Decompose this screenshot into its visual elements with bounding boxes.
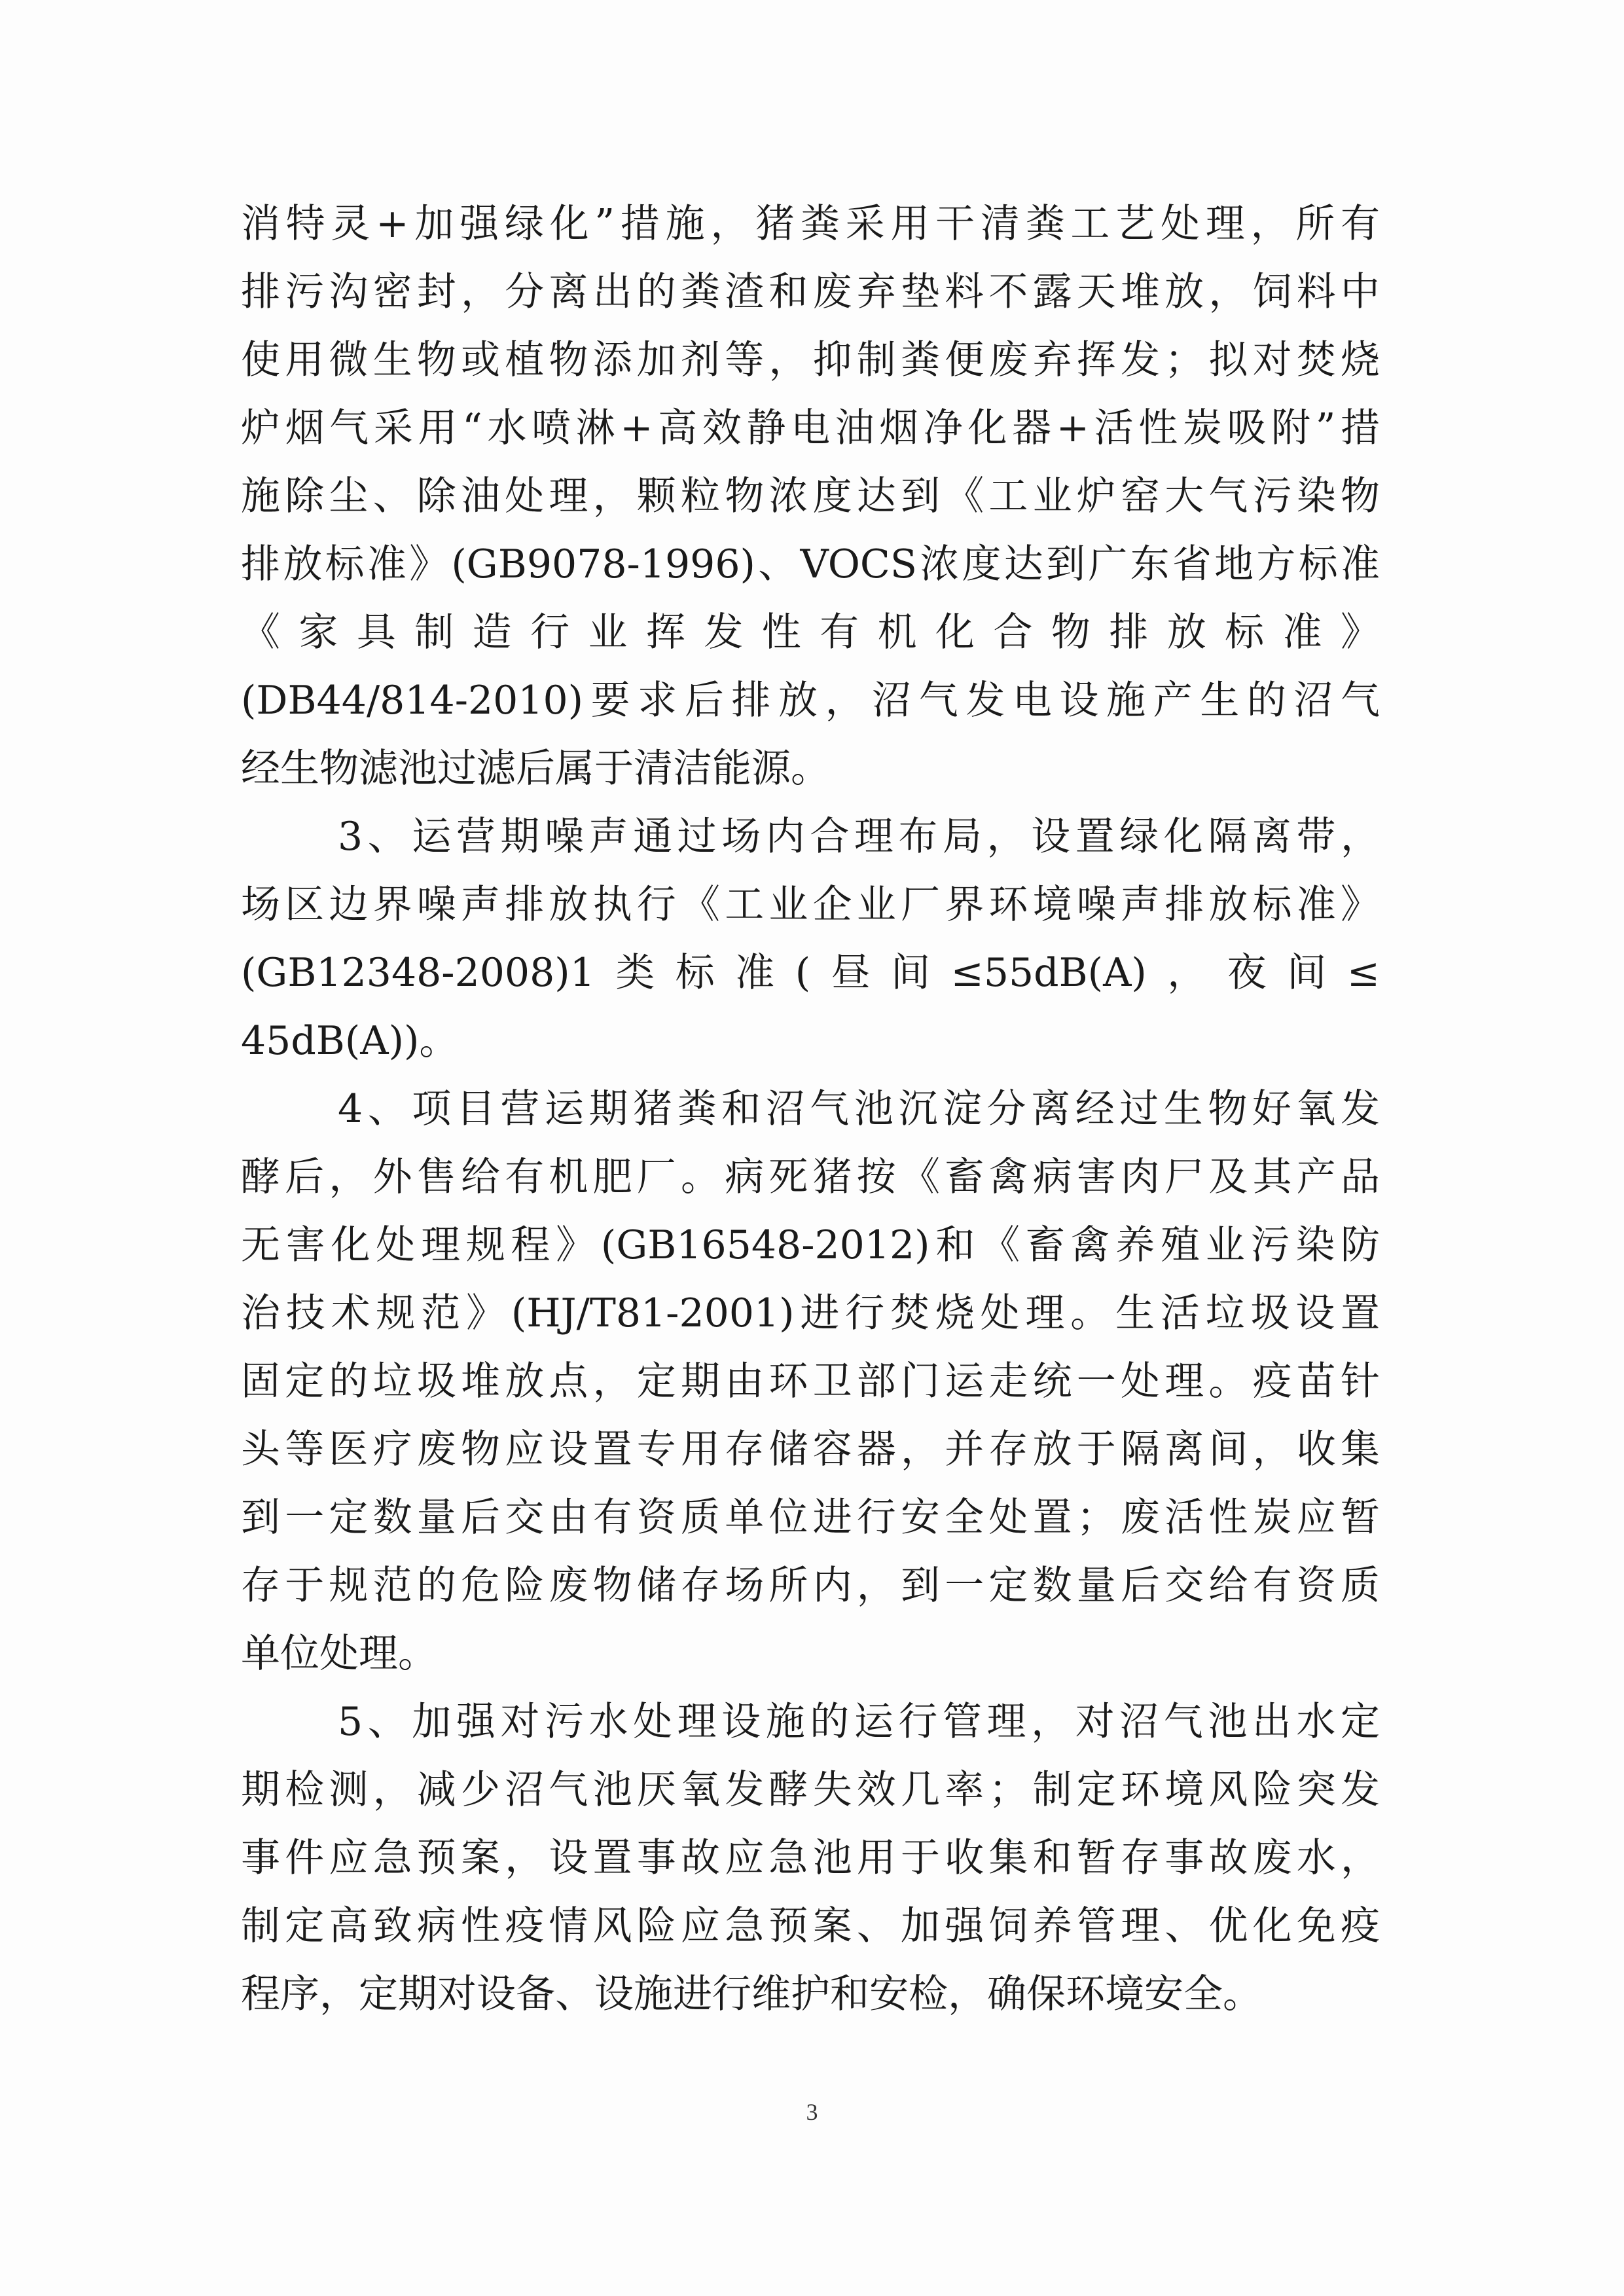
text-line: 排放标准》(GB9078-1996)、VOCS浓度达到广东省地方标准 [241,541,1380,587]
text-line: 到一定数量后交由有资质单位进行安全处置；废活性炭应暂 [241,1495,1380,1540]
text-line: 制定高致病性疫情风险应急预案、加强饲养管理、优化免疫 [241,1903,1380,1949]
text-line: 酵后，外售给有机肥厂。病死猪按《畜禽病害肉尸及其产品 [241,1154,1380,1200]
text-line: 经生物滤池过滤后属于清洁能源。 [241,746,830,792]
text-line: 头等医疗废物应设置专用存储容器，并存放于隔离间，收集 [241,1427,1380,1472]
page-number: 3 [806,2099,818,2125]
paragraph-first-line: 3、运营期噪声通过场内合理布局，设置绿化隔离带， [338,814,1380,860]
text-line: (DB44/814-2010)要求后排放，沼气发电设施产生的沼气 [241,678,1380,723]
text-line: 单位处理。 [241,1631,437,1677]
text-line: 治技术规范》(HJ/T81-2001)进行焚烧处理。生活垃圾设置 [241,1290,1380,1336]
paragraph-first-line: 5、加强对污水处理设施的运行管理，对沼气池出水定 [338,1699,1380,1745]
text-line: 使用微生物或植物添加剂等，抑制粪便废弃挥发；拟对焚烧 [241,337,1380,383]
text-line: 45dB(A))。 [241,1018,459,1064]
text-line: 排污沟密封，分离出的粪渣和废弃垫料不露天堆放，饲料中 [241,269,1380,315]
text-line: 固定的垃圾堆放点，定期由环卫部门运走统一处理。疫苗针 [241,1358,1380,1404]
text-line: 事件应急预案，设置事故应急池用于收集和暂存事故废水， [241,1835,1380,1881]
text-line: 场区边界噪声排放执行《工业企业厂界环境噪声排放标准》 [241,882,1380,928]
text-line: 《家具制造行业挥发性有机化合物排放标准》 [241,610,1380,655]
text-line: 炉烟气采用“水喷淋+高效静电油烟净化器+活性炭吸附”措 [241,405,1380,451]
text-line: 消特灵+加强绿化”措施，猪粪采用干清粪工艺处理，所有 [241,201,1380,247]
text-line: 期检测，减少沼气池厌氧发酵失效几率；制定环境风险突发 [241,1767,1380,1813]
body-text [241,190,1380,2028]
paragraph-first-line: 4、项目营运期猪粪和沼气池沉淀分离经过生物好氧发 [338,1086,1380,1132]
text-line: 存于规范的危险废物储存场所内，到一定数量后交给有资质 [241,1563,1380,1609]
text-line: 施除尘、除油处理，颗粒物浓度达到《工业炉窑大气污染物 [241,473,1380,519]
text-line: 程序，定期对设备、设施进行维护和安检，确保环境安全。 [241,1971,1262,2017]
text-line: (GB12348-2008)1类标准(昼间≤55dB(A)，夜间≤ [241,950,1380,996]
text-line: 无害化处理规程》(GB16548-2012)和《畜禽养殖业污染防 [241,1222,1380,1268]
